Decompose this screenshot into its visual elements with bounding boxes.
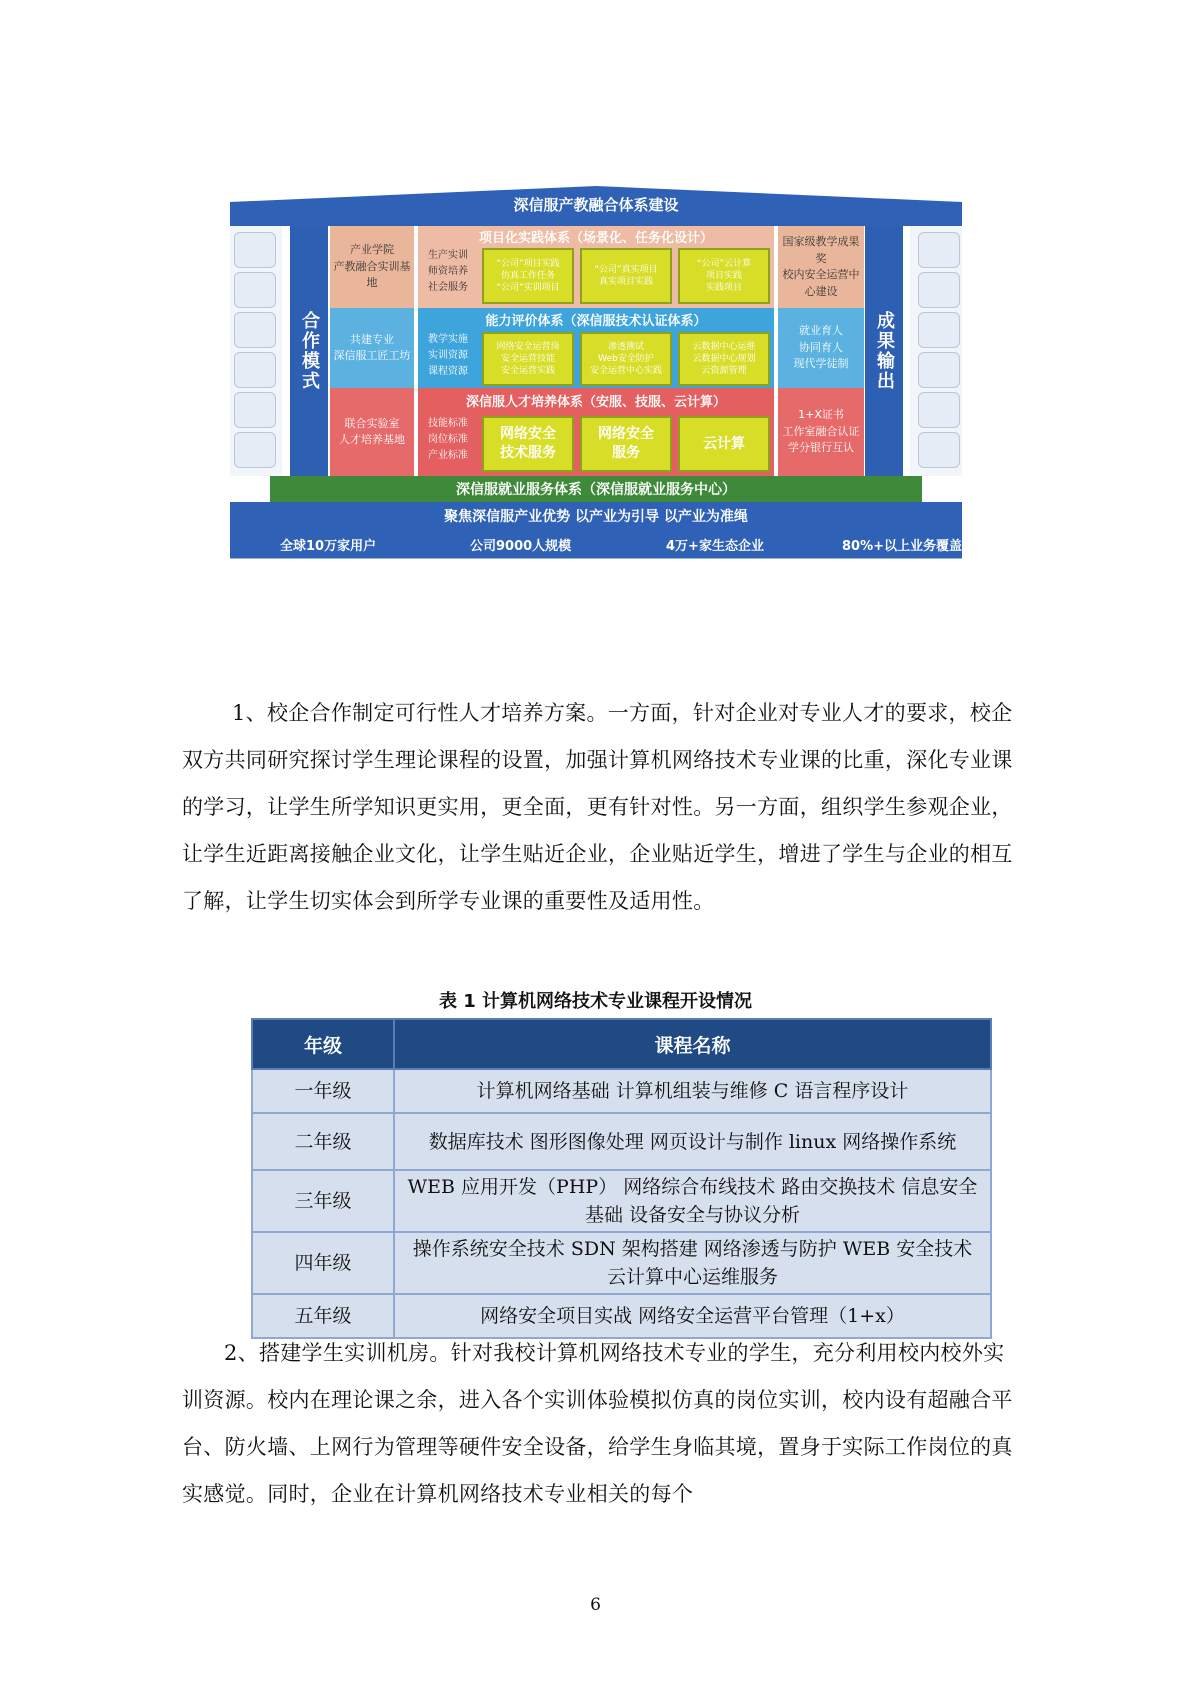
table-header-row bbox=[252, 1019, 991, 1069]
grade-cell: 一年级 bbox=[252, 1069, 394, 1113]
right-side-panel bbox=[910, 226, 962, 476]
service-band: 深信服就业服务体系（深信服就业服务中心） bbox=[270, 476, 922, 502]
talent-box-1: 网络安全 技术服务 bbox=[482, 416, 574, 472]
stat-partners: 4万+家生态企业 bbox=[666, 539, 764, 554]
paragraph-2: 2、搭建学生实训机房。针对我校计算机网络技术专业的学生，充分利用校内校外实训资源。校内在理论课之余，进入各个实训体验模拟仿真的岗位实训，校内设有超融合平台、防火墙、上网行为管理等硬件安全设备，给学生身临其境，置身于实际工作岗位的真实感觉。同时，企业在计算机网络技术专业相关的每个 bbox=[182, 1341, 1013, 1506]
ability-box-1: 网络安全运营岗 安全运营技能 安全运营实践 bbox=[482, 332, 574, 386]
paragraph-1: 1、校企合作制定可行性人才培养方案。一方面，针对企业对专业人才的要求，校企双方共同研究探讨学生理论课程的设置，加强计算机网络技术专业课的比重，深化专业课的学习，让学生所学知识更实用，更全面，更有针对性。另一方面，组织学生参观企业，让学生近距离接触企业文化，让学生贴近企业，企业贴近学生，增进了学生与企业的相互了解，让学生切实体会到所学专业课的重要性及适用性。 bbox=[182, 701, 1013, 913]
left-cell-3: 联合实验室 人才培养基地 bbox=[330, 388, 414, 476]
table-caption: 表 1 计算机网络技术专业课程开设情况 bbox=[438, 991, 753, 1012]
base-slogan: 聚焦深信服产业优势 以产业为引导 以产业为准绳 bbox=[230, 502, 962, 530]
course-cell: 网络安全项目实战 网络安全运营平台管理（1+x） bbox=[394, 1294, 991, 1338]
page-number: 6 bbox=[590, 1595, 601, 1615]
system-diagram bbox=[230, 186, 962, 566]
base-stats bbox=[230, 530, 962, 558]
left-cell-2: 共建专业 深信服工匠工坊 bbox=[330, 308, 414, 388]
left-side-panel bbox=[230, 226, 282, 476]
stat-staff: 公司9000人规模 bbox=[470, 539, 572, 554]
table-row bbox=[252, 1113, 991, 1170]
ability-box-2: 渗透测试 Web安全防护 安全运营中心实践 bbox=[580, 332, 672, 386]
diagram-title: 深信服产教融合体系建设 bbox=[513, 196, 679, 214]
right-cell-3: 1+X证书 工作室融合认证 学分银行互认 bbox=[778, 388, 864, 476]
table-row bbox=[252, 1069, 991, 1113]
talent-box-3: 云计算 bbox=[678, 416, 770, 472]
band-talent-left-labels: 技能标准 岗位标准 产业标准 bbox=[428, 418, 468, 461]
stat-coverage: 80%+以上业务覆盖 bbox=[842, 539, 962, 554]
table-row bbox=[252, 1170, 991, 1232]
left-cell-1: 产业学院 产教融合实训基地 bbox=[330, 226, 414, 308]
project-box-2: “公司”真实项目 真实项目实践 bbox=[580, 248, 672, 304]
course-cell: 操作系统安全技术 SDN 架构搭建 网络渗透与防护 WEB 安全技术 云计算中心运维服务 bbox=[394, 1232, 991, 1294]
course-cell: 计算机网络基础 计算机组装与维修 C 语言程序设计 bbox=[394, 1069, 991, 1113]
right-cell-2: 就业育人 协同育人 现代学徒制 bbox=[778, 308, 864, 388]
ability-box-3: 云数据中心运维 云数据中心规划 云资源管理 bbox=[678, 332, 770, 386]
right-pillar: 成果输出 bbox=[865, 226, 903, 476]
band-project-label: 项目化实践体系（场景化、任务化设计） bbox=[478, 230, 713, 246]
grade-cell: 五年级 bbox=[252, 1294, 394, 1338]
table-row bbox=[252, 1232, 991, 1294]
left-pillar: 合作模式 bbox=[290, 226, 328, 476]
diagram-footer-strip bbox=[230, 558, 962, 566]
course-cell: WEB 应用开发（PHP） 网络综合布线技术 路由交换技术 信息安全基础 设备安全与协议分析 bbox=[394, 1170, 991, 1232]
header-course: 课程名称 bbox=[394, 1019, 991, 1069]
project-box-3: “公司”云计算 项目实践 实践项目 bbox=[678, 248, 770, 304]
band-ability-label: 能力评价体系（深信服技术认证体系） bbox=[485, 313, 707, 329]
right-cell-1: 国家级教学成果奖 校内安全运营中心建设 bbox=[778, 226, 864, 308]
grade-cell: 三年级 bbox=[252, 1170, 394, 1232]
course-cell: 数据库技术 图形图像处理 网页设计与制作 linux 网络操作系统 bbox=[394, 1113, 991, 1170]
band-ability-left-labels: 教学实施 实训资源 课程资源 bbox=[428, 334, 468, 377]
header-grade: 年级 bbox=[252, 1019, 394, 1069]
grade-cell: 四年级 bbox=[252, 1232, 394, 1294]
project-box-1: “公司”项目实践 仿真工作任务 “公司”实训项目 bbox=[482, 248, 574, 304]
course-table bbox=[251, 1018, 992, 1339]
talent-box-2: 网络安全 服务 bbox=[580, 416, 672, 472]
band-talent-label: 深信服人才培养体系（安服、技服、云计算） bbox=[465, 394, 726, 410]
grade-cell: 二年级 bbox=[252, 1113, 394, 1170]
stat-users: 全球10万家用户 bbox=[280, 539, 377, 554]
band-project-left-labels: 生产实训 师资培养 社会服务 bbox=[428, 250, 468, 293]
